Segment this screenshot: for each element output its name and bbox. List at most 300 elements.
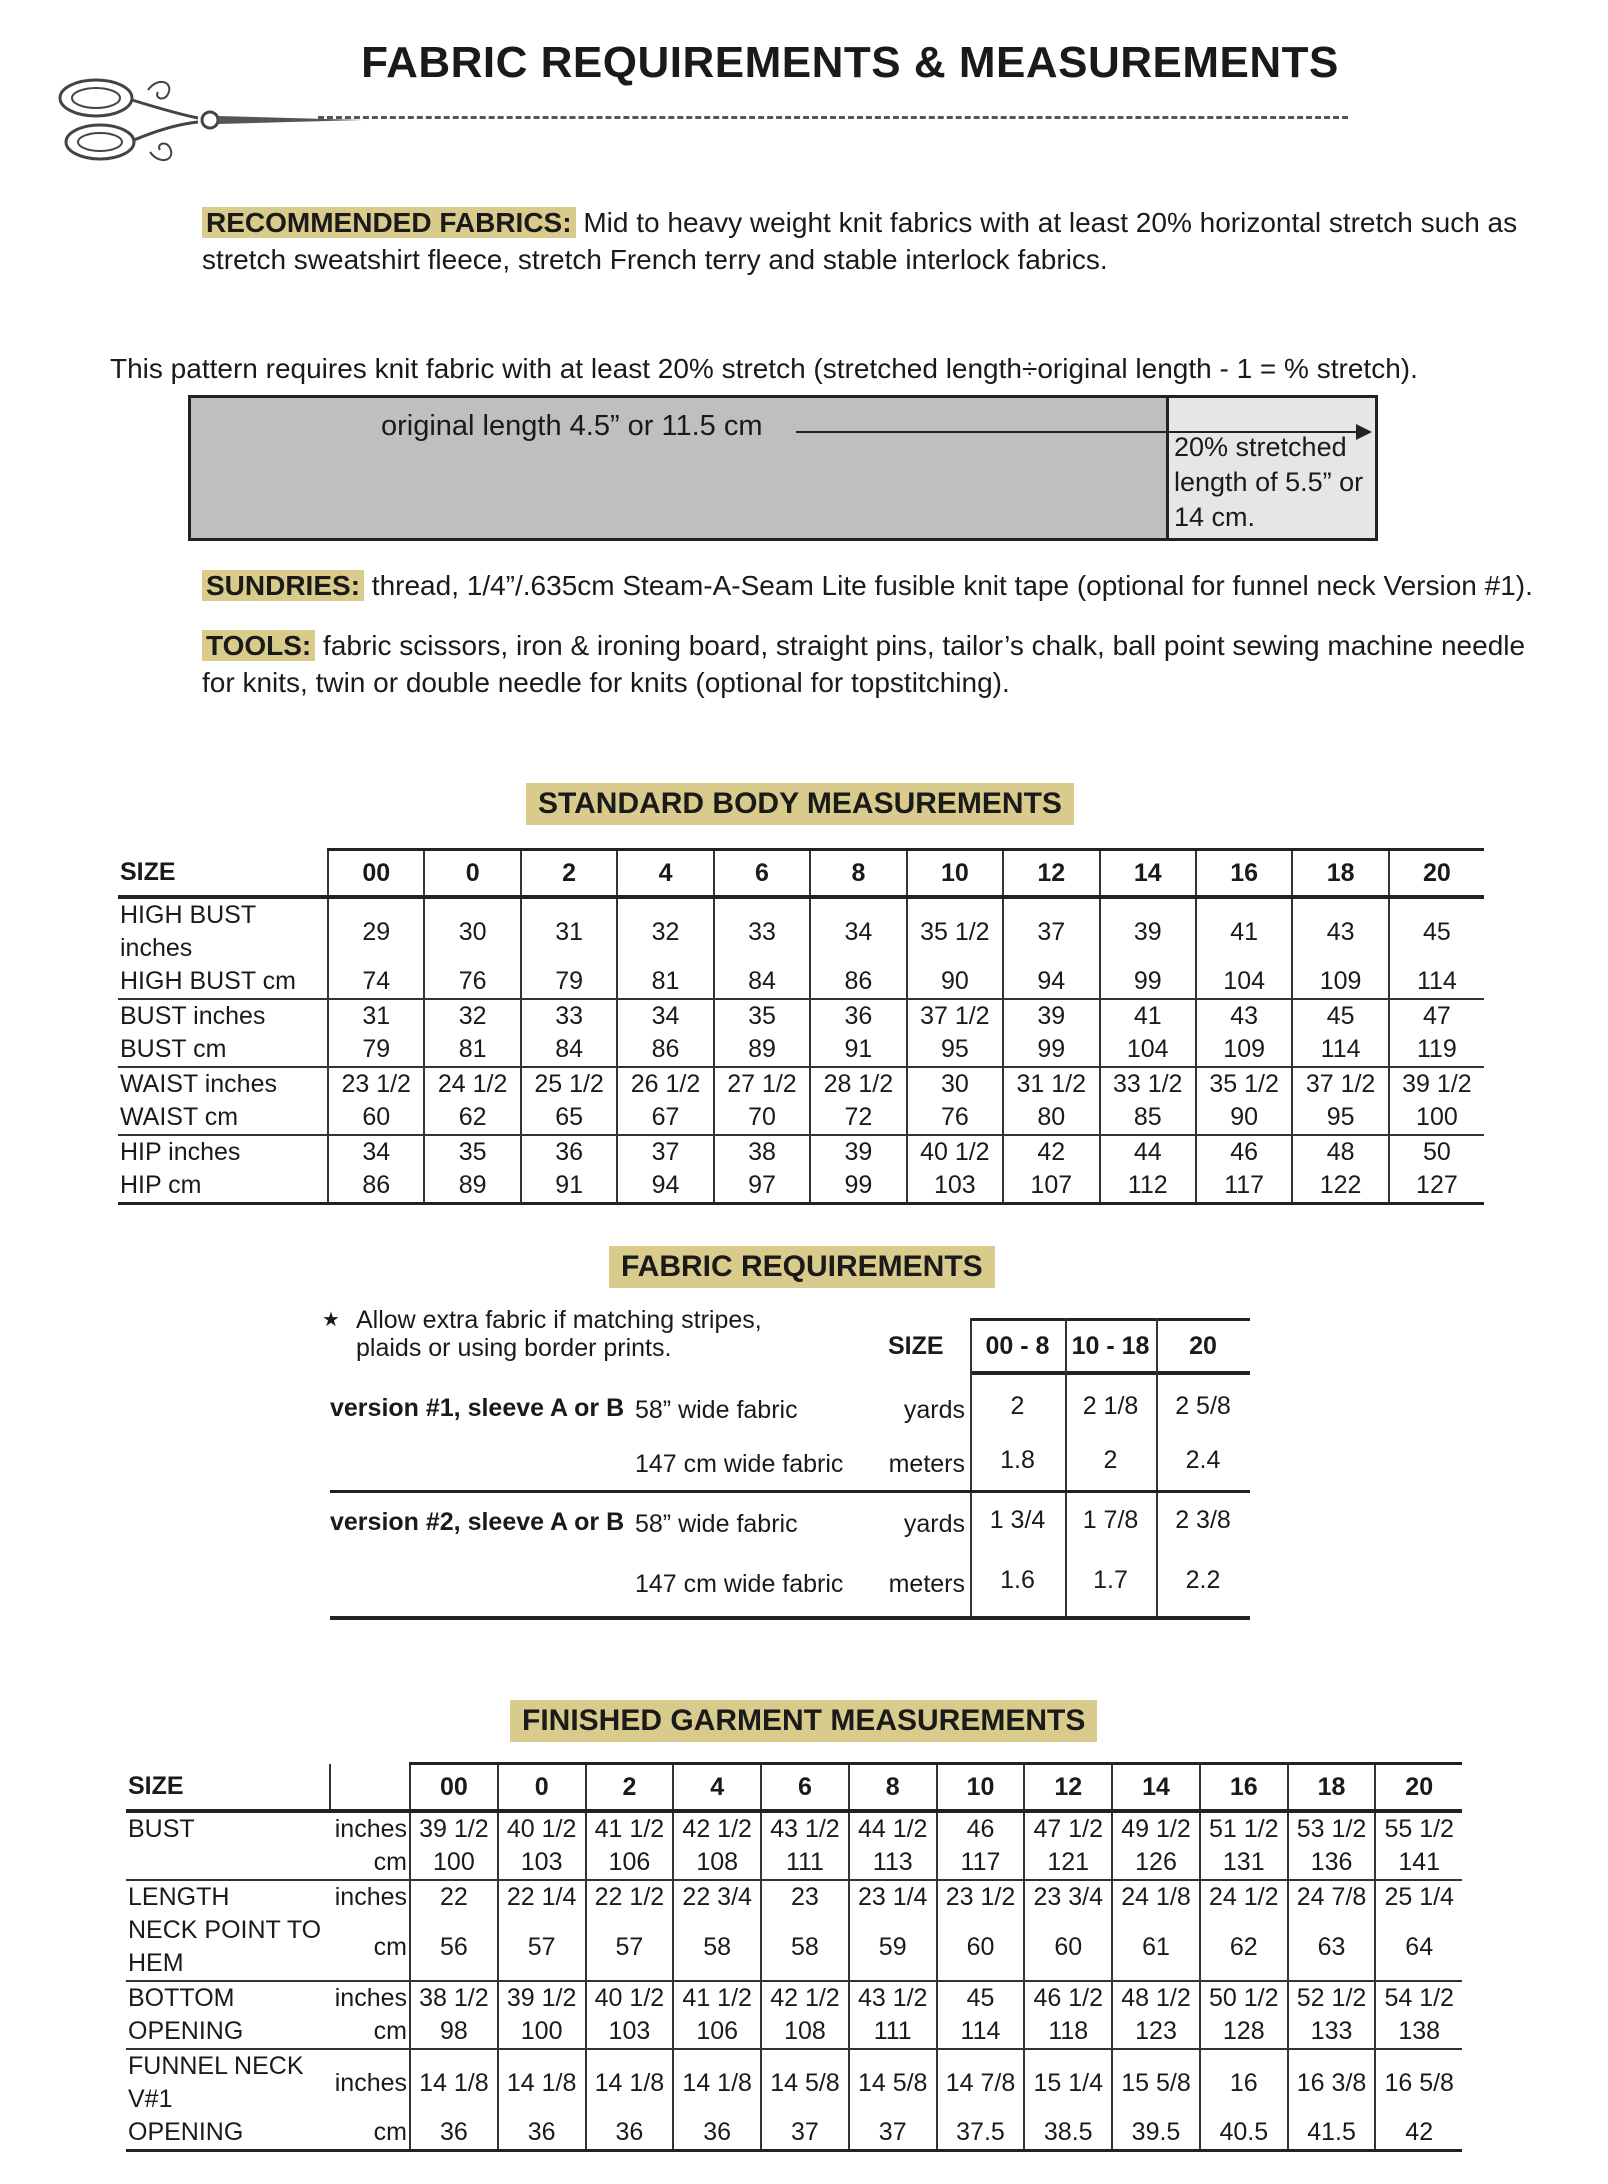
table-cell: 61 xyxy=(1112,1914,1200,1981)
table-cell: 35 1/2 xyxy=(907,897,1003,965)
table-cell: 94 xyxy=(1003,965,1099,999)
table-cell: 22 1/4 xyxy=(498,1880,586,1914)
table-cell: 117 xyxy=(937,1846,1025,1880)
table-cell: 136 xyxy=(1288,1846,1376,1880)
table-cell: 109 xyxy=(1196,1033,1292,1067)
row-label: WAIST cm xyxy=(118,1101,328,1135)
table-cell: 38 1/2 xyxy=(410,1981,498,2015)
table-cell: 39 1/2 xyxy=(410,1811,498,1846)
table-row xyxy=(126,2015,1462,2049)
recommended-label: RECOMMENDED FABRICS: xyxy=(202,207,576,238)
table-cell: 58 xyxy=(761,1914,849,1981)
fabric-unit: meters xyxy=(888,1450,965,1478)
table-cell: 2.4 xyxy=(1185,1446,1221,1474)
table-cell: 14 1/8 xyxy=(673,2049,761,2116)
table-cell: 46 1/2 xyxy=(1024,1981,1112,2015)
table-cell: 58 xyxy=(673,1914,761,1981)
size-col-header: 20 xyxy=(1375,1764,1462,1812)
table-cell: 79 xyxy=(328,1033,424,1067)
table-cell: 31 xyxy=(521,897,617,965)
table-row xyxy=(118,965,1484,999)
table-row xyxy=(118,897,1484,965)
table-cell: 45 xyxy=(1389,897,1484,965)
table-cell: 59 xyxy=(849,1914,937,1981)
scissors-icon xyxy=(38,60,368,170)
tools-label: TOOLS: xyxy=(202,630,315,661)
table-cell: 39 xyxy=(810,1135,906,1169)
row-label: HIGH BUST cm xyxy=(118,965,328,999)
table-cell: 86 xyxy=(328,1169,424,1204)
table-cell: 30 xyxy=(424,897,520,965)
table-row xyxy=(126,2116,1462,2151)
table-cell: 74 xyxy=(328,965,424,999)
table-row xyxy=(118,999,1484,1033)
row-label: WAIST inches xyxy=(120,1070,277,1098)
table-cell: 39.5 xyxy=(1112,2116,1200,2151)
table-cell: 117 xyxy=(1196,1169,1292,1204)
table-cell: 123 xyxy=(1112,2015,1200,2049)
standard-body-heading: STANDARD BODY MEASUREMENTS xyxy=(526,783,1074,825)
table-cell: 90 xyxy=(1196,1101,1292,1135)
unit-header xyxy=(330,1764,410,1812)
table-cell: 98 xyxy=(410,2015,498,2049)
sundries-text: thread, 1/4”/.635cm Steam-A-Seam Lite fusible knit tape (optional for funnel neck Version #1). xyxy=(371,570,1533,601)
table-row xyxy=(126,2049,1462,2116)
table-cell: 62 xyxy=(1200,1914,1288,1981)
size-col-header: 16 xyxy=(1196,850,1292,898)
table-cell: 94 xyxy=(617,1169,713,1204)
table-cell: 26 1/2 xyxy=(617,1067,713,1101)
table-cell: 80 xyxy=(1003,1101,1099,1135)
stretched-length-label: 20% stretched length of 5.5” or 14 cm. xyxy=(1174,432,1364,532)
table-cell: 47 xyxy=(1389,999,1484,1033)
table-row xyxy=(126,1846,1462,1880)
table-cell: 39 1/2 xyxy=(1389,1067,1484,1101)
original-length-label: original length 4.5” or 11.5 cm xyxy=(381,410,777,443)
table-cell: 111 xyxy=(761,1846,849,1880)
table-cell: 1.7 xyxy=(1093,1566,1128,1594)
table-cell: 14 1/8 xyxy=(498,2049,586,2116)
table-cell: 55 1/2 xyxy=(1375,1811,1462,1846)
table-cell: 104 xyxy=(1100,1033,1196,1067)
row-unit: inches xyxy=(334,1984,407,2012)
row-label: OPENING xyxy=(126,2116,330,2151)
table-cell: 67 xyxy=(617,1101,713,1135)
row-unit: cm xyxy=(330,2015,410,2049)
title-divider xyxy=(318,116,1348,119)
table-cell: 38.5 xyxy=(1024,2116,1112,2151)
table-cell: 24 1/2 xyxy=(424,1067,520,1101)
sundries-label: SUNDRIES: xyxy=(202,570,364,601)
table-cell: 65 xyxy=(521,1101,617,1135)
table-cell: 16 xyxy=(1200,2049,1288,2116)
size-col-header: 10 xyxy=(907,850,1003,898)
table-cell: 45 xyxy=(1292,999,1388,1033)
table-cell: 50 1/2 xyxy=(1200,1981,1288,2015)
fabric-unit: meters xyxy=(888,1570,965,1598)
table-cell: 33 xyxy=(714,897,810,965)
fabric-unit: yards xyxy=(903,1396,965,1424)
size-col-header: 6 xyxy=(761,1764,849,1812)
table-cell: 40 1/2 xyxy=(586,1981,674,2015)
table-cell: 122 xyxy=(1292,1169,1388,1204)
table-cell: 24 1/2 xyxy=(1200,1880,1288,1914)
size-col-header: 8 xyxy=(810,850,906,898)
table-cell: 108 xyxy=(761,2015,849,2049)
table-cell: 108 xyxy=(673,1846,761,1880)
table-cell: 43 1/2 xyxy=(761,1811,849,1846)
table-cell: 16 5/8 xyxy=(1375,2049,1462,2116)
table-cell: 1.8 xyxy=(1000,1446,1035,1474)
row-label: BUST inches xyxy=(120,1002,266,1030)
table-cell: 103 xyxy=(498,1846,586,1880)
table-cell: 36 xyxy=(521,1135,617,1169)
star-icon: ★ xyxy=(322,1309,340,1331)
table-cell: 24 7/8 xyxy=(1288,1880,1376,1914)
size-col-header: 12 xyxy=(1003,850,1099,898)
table-cell: 118 xyxy=(1024,2015,1112,2049)
finished-garment-heading: FINISHED GARMENT MEASUREMENTS xyxy=(510,1700,1097,1742)
table-cell: 100 xyxy=(498,2015,586,2049)
table-row xyxy=(118,1169,1484,1204)
size-col-header: 18 xyxy=(1288,1764,1376,1812)
table-cell: 99 xyxy=(810,1169,906,1204)
table-cell: 22 1/2 xyxy=(586,1880,674,1914)
table-cell: 37 xyxy=(1003,897,1099,965)
row-label: BUST cm xyxy=(118,1033,328,1067)
fabric-width: 147 cm wide fabric xyxy=(635,1570,844,1598)
table-cell: 37.5 xyxy=(937,2116,1025,2151)
table-cell: 15 1/4 xyxy=(1024,2049,1112,2116)
table-cell: 33 1/2 xyxy=(1100,1067,1196,1101)
table-cell: 40.5 xyxy=(1200,2116,1288,2151)
table-cell: 91 xyxy=(810,1033,906,1067)
table-cell: 50 xyxy=(1389,1135,1484,1169)
table-cell: 23 1/4 xyxy=(849,1880,937,1914)
table-cell: 107 xyxy=(1003,1169,1099,1204)
tools-text: fabric scissors, iron & ironing board, straight pins, tailor’s chalk, ball point sewing machine needle for knits, twin or double needle for knits (optional for topstitching). xyxy=(202,630,1526,698)
table-cell: 47 1/2 xyxy=(1024,1811,1112,1846)
table-row xyxy=(126,1811,1462,1846)
table-cell: 37 xyxy=(761,2116,849,2151)
size-col-header: 14 xyxy=(1112,1764,1200,1812)
table-cell: 33 xyxy=(521,999,617,1033)
table-cell: 81 xyxy=(424,1033,520,1067)
table-cell: 14 5/8 xyxy=(849,2049,937,2116)
table-cell: 42 xyxy=(1003,1135,1099,1169)
table-cell: 42 1/2 xyxy=(673,1811,761,1846)
table-cell: 84 xyxy=(521,1033,617,1067)
table-cell: 31 1/2 xyxy=(1003,1067,1099,1101)
table-cell: 25 1/2 xyxy=(521,1067,617,1101)
size-group-header: 00 - 8 xyxy=(985,1332,1050,1360)
table-cell: 76 xyxy=(424,965,520,999)
row-unit: cm xyxy=(330,2116,410,2151)
table-cell: 62 xyxy=(424,1101,520,1135)
row-label xyxy=(126,1846,330,1880)
table-cell: 14 1/8 xyxy=(410,2049,498,2116)
row-label: LENGTH xyxy=(128,1883,230,1911)
table-cell: 86 xyxy=(617,1033,713,1067)
table-cell: 24 1/8 xyxy=(1112,1880,1200,1914)
fabric-size-label: SIZE xyxy=(888,1332,944,1360)
table-cell: 35 1/2 xyxy=(1196,1067,1292,1101)
table-row xyxy=(118,1135,1484,1169)
table-cell: 57 xyxy=(498,1914,586,1981)
table-cell: 54 1/2 xyxy=(1375,1981,1462,2015)
table-cell: 43 xyxy=(1292,897,1388,965)
standard-body-table xyxy=(118,848,1484,1205)
size-col-header: 4 xyxy=(617,850,713,898)
table-cell: 46 xyxy=(937,1811,1025,1846)
table-cell: 52 1/2 xyxy=(1288,1981,1376,2015)
table-cell: 31 xyxy=(328,999,424,1033)
table-cell: 14 7/8 xyxy=(937,2049,1025,2116)
fabric-requirements-heading: FABRIC REQUIREMENTS xyxy=(609,1246,995,1288)
table-cell: 2.2 xyxy=(1185,1566,1221,1594)
table-cell: 22 3/4 xyxy=(673,1880,761,1914)
table-cell: 56 xyxy=(410,1914,498,1981)
table-cell: 57 xyxy=(586,1914,674,1981)
table-cell: 72 xyxy=(810,1101,906,1135)
table-cell: 15 5/8 xyxy=(1112,2049,1200,2116)
size-group-header: 10 - 18 xyxy=(1071,1332,1150,1360)
table-cell: 114 xyxy=(1292,1033,1388,1067)
table-cell: 53 1/2 xyxy=(1288,1811,1376,1846)
table-cell: 14 1/8 xyxy=(586,2049,674,2116)
table-cell: 2 1/8 xyxy=(1082,1392,1139,1420)
table-cell: 43 1/2 xyxy=(849,1981,937,2015)
table-cell: 48 xyxy=(1292,1135,1388,1169)
table-cell: 37 xyxy=(849,2116,937,2151)
table-cell: 76 xyxy=(907,1101,1003,1135)
size-col-header: 4 xyxy=(673,1764,761,1812)
table-cell: 103 xyxy=(907,1169,1003,1204)
table-cell: 100 xyxy=(1389,1101,1484,1135)
fabric-width: 58” wide fabric xyxy=(635,1396,798,1424)
table-cell: 63 xyxy=(1288,1914,1376,1981)
stretch-intro: This pattern requires knit fabric with at least 20% stretch (stretched length÷original length - 1 = % stretch). xyxy=(110,353,1418,384)
table-cell: 22 xyxy=(410,1880,498,1914)
row-label: HIP cm xyxy=(118,1169,328,1204)
size-col-header: 8 xyxy=(849,1764,937,1812)
table-cell: 114 xyxy=(1389,965,1484,999)
table-cell: 46 xyxy=(1196,1135,1292,1169)
table-cell: 2 5/8 xyxy=(1175,1392,1231,1420)
row-label: NECK POINT TO HEM xyxy=(126,1914,330,1981)
fabric-width: 58” wide fabric xyxy=(635,1510,798,1538)
version-label: version #2, sleeve A or B xyxy=(330,1508,625,1536)
size-col-header: 6 xyxy=(714,850,810,898)
version-label: version #1, sleeve A or B xyxy=(330,1394,625,1422)
tools xyxy=(202,627,1532,701)
table-cell: 35 xyxy=(424,1135,520,1169)
table-cell: 36 xyxy=(410,2116,498,2151)
size-col-header: 12 xyxy=(1024,1764,1112,1812)
fabric-width: 147 cm wide fabric xyxy=(635,1450,844,1478)
table-cell: 39 xyxy=(1100,897,1196,965)
table-cell: 40 1/2 xyxy=(498,1811,586,1846)
table-cell: 2 xyxy=(1010,1392,1025,1420)
table-cell: 23 xyxy=(761,1880,849,1914)
table-row xyxy=(126,1880,1462,1914)
table-cell: 64 xyxy=(1375,1914,1462,1981)
table-cell: 41 xyxy=(1196,897,1292,965)
table-cell: 138 xyxy=(1375,2015,1462,2049)
row-unit: inches xyxy=(334,2068,407,2097)
size-col-header: 0 xyxy=(424,850,520,898)
fabric-note-text: Allow extra fabric if matching stripes, plaids or using border prints. xyxy=(356,1306,762,1362)
table-cell: 37 1/2 xyxy=(907,999,1003,1033)
table-cell: 49 1/2 xyxy=(1112,1811,1200,1846)
finished-garment-table xyxy=(126,1762,1462,2152)
table-cell: 106 xyxy=(673,2015,761,2049)
table-row xyxy=(118,1033,1484,1067)
row-label: FUNNEL NECK V#1 xyxy=(128,2052,304,2113)
table-cell: 1.6 xyxy=(1000,1566,1035,1594)
table-cell: 32 xyxy=(424,999,520,1033)
table-cell: 37 1/2 xyxy=(1292,1067,1388,1101)
table-cell: 36 xyxy=(810,999,906,1033)
size-col-header: 16 xyxy=(1200,1764,1288,1812)
table-cell: 91 xyxy=(521,1169,617,1204)
table-cell: 127 xyxy=(1389,1169,1484,1204)
table-cell: 100 xyxy=(410,1846,498,1880)
size-header: SIZE xyxy=(126,1764,330,1812)
table-cell: 41 xyxy=(1100,999,1196,1033)
row-label: BUST xyxy=(128,1815,195,1843)
table-cell: 25 1/4 xyxy=(1375,1880,1462,1914)
size-col-header: 14 xyxy=(1100,850,1196,898)
table-cell: 34 xyxy=(810,897,906,965)
table-cell: 99 xyxy=(1100,965,1196,999)
row-label: BOTTOM xyxy=(128,1984,235,2012)
table-cell: 1 3/4 xyxy=(989,1506,1046,1534)
recommended-text: Mid to heavy weight knit fabrics with at least 20% horizontal stretch such as stretch sweatshirt fleece, stretch French terry and stable interlock fabrics. xyxy=(202,207,1518,275)
table-cell: 128 xyxy=(1200,2015,1288,2049)
table-cell: 44 1/2 xyxy=(849,1811,937,1846)
size-col-header: 18 xyxy=(1292,850,1388,898)
table-cell: 14 5/8 xyxy=(761,2049,849,2116)
stretch-diagram xyxy=(188,395,1378,541)
table-cell: 34 xyxy=(617,999,713,1033)
table-cell: 133 xyxy=(1288,2015,1376,2049)
table-bottom-border xyxy=(330,1616,1250,1620)
table-cell: 36 xyxy=(498,2116,586,2151)
table-cell: 35 xyxy=(714,999,810,1033)
size-col-header: 2 xyxy=(521,850,617,898)
table-cell: 104 xyxy=(1196,965,1292,999)
table-cell: 36 xyxy=(673,2116,761,2151)
size-col-header: 2 xyxy=(586,1764,674,1812)
table-cell: 23 1/2 xyxy=(937,1880,1025,1914)
table-cell: 97 xyxy=(714,1169,810,1204)
size-col-header: 10 xyxy=(937,1764,1025,1812)
table-cell: 84 xyxy=(714,965,810,999)
size-col-header: 0 xyxy=(498,1764,586,1812)
table-cell: 37 xyxy=(617,1135,713,1169)
table-cell: 103 xyxy=(586,2015,674,2049)
table-cell: 119 xyxy=(1389,1033,1484,1067)
row-label: OPENING xyxy=(126,2015,330,2049)
size-col-header: 00 xyxy=(328,850,424,898)
table-cell: 34 xyxy=(328,1135,424,1169)
table-cell: 113 xyxy=(849,1846,937,1880)
table-row xyxy=(126,1914,1462,1981)
row-label: HIP inches xyxy=(120,1138,241,1166)
table-cell: 95 xyxy=(907,1033,1003,1067)
size-group-header: 20 xyxy=(1189,1332,1217,1360)
table-cell: 43 xyxy=(1196,999,1292,1033)
table-cell: 86 xyxy=(810,965,906,999)
table-cell: 23 1/2 xyxy=(328,1067,424,1101)
table-cell: 32 xyxy=(617,897,713,965)
table-cell: 89 xyxy=(714,1033,810,1067)
table-cell: 51 1/2 xyxy=(1200,1811,1288,1846)
table-cell: 99 xyxy=(1003,1033,1099,1067)
table-cell: 126 xyxy=(1112,1846,1200,1880)
row-unit: cm xyxy=(330,1914,410,1981)
table-cell: 23 3/4 xyxy=(1024,1880,1112,1914)
table-cell: 1 7/8 xyxy=(1082,1506,1139,1534)
table-cell: 44 xyxy=(1100,1135,1196,1169)
table-cell: 39 xyxy=(1003,999,1099,1033)
size-col-header: 00 xyxy=(410,1764,498,1812)
row-unit: cm xyxy=(330,1846,410,1880)
table-cell: 85 xyxy=(1100,1101,1196,1135)
size-col-header: 20 xyxy=(1389,850,1484,898)
table-cell: 29 xyxy=(328,897,424,965)
table-cell: 30 xyxy=(907,1067,1003,1101)
version-divider xyxy=(330,1490,1250,1493)
table-cell: 36 xyxy=(586,2116,674,2151)
table-cell: 95 xyxy=(1292,1101,1388,1135)
table-cell: 114 xyxy=(937,2015,1025,2049)
table-row xyxy=(118,1067,1484,1101)
table-cell: 42 xyxy=(1375,2116,1462,2151)
table-cell: 16 3/8 xyxy=(1288,2049,1376,2116)
row-unit: inches xyxy=(334,1883,407,1911)
sundries xyxy=(202,567,1582,604)
table-cell: 60 xyxy=(937,1914,1025,1981)
table-cell: 89 xyxy=(424,1169,520,1204)
table-cell: 60 xyxy=(328,1101,424,1135)
table-cell: 131 xyxy=(1200,1846,1288,1880)
table-cell: 42 1/2 xyxy=(761,1981,849,2015)
table-cell: 41 1/2 xyxy=(586,1811,674,1846)
fabric-unit: yards xyxy=(903,1510,965,1538)
row-unit: inches xyxy=(334,1815,407,1843)
table-cell: 48 1/2 xyxy=(1112,1981,1200,2015)
table-cell: 45 xyxy=(937,1981,1025,2015)
table-cell: 112 xyxy=(1100,1169,1196,1204)
table-cell: 2 3/8 xyxy=(1175,1506,1231,1534)
table-row xyxy=(126,1981,1462,2015)
table-cell: 28 1/2 xyxy=(810,1067,906,1101)
table-cell: 60 xyxy=(1024,1914,1112,1981)
table-cell: 41.5 xyxy=(1288,2116,1376,2151)
table-cell: 111 xyxy=(849,2015,937,2049)
table-cell: 40 1/2 xyxy=(907,1135,1003,1169)
table-cell: 41 1/2 xyxy=(673,1981,761,2015)
table-cell: 2 xyxy=(1103,1446,1118,1474)
table-cell: 121 xyxy=(1024,1846,1112,1880)
table-cell: 70 xyxy=(714,1101,810,1135)
table-cell: 141 xyxy=(1375,1846,1462,1880)
fabric-requirements-table xyxy=(330,1318,1250,1618)
table-cell: 79 xyxy=(521,965,617,999)
table-cell: 81 xyxy=(617,965,713,999)
